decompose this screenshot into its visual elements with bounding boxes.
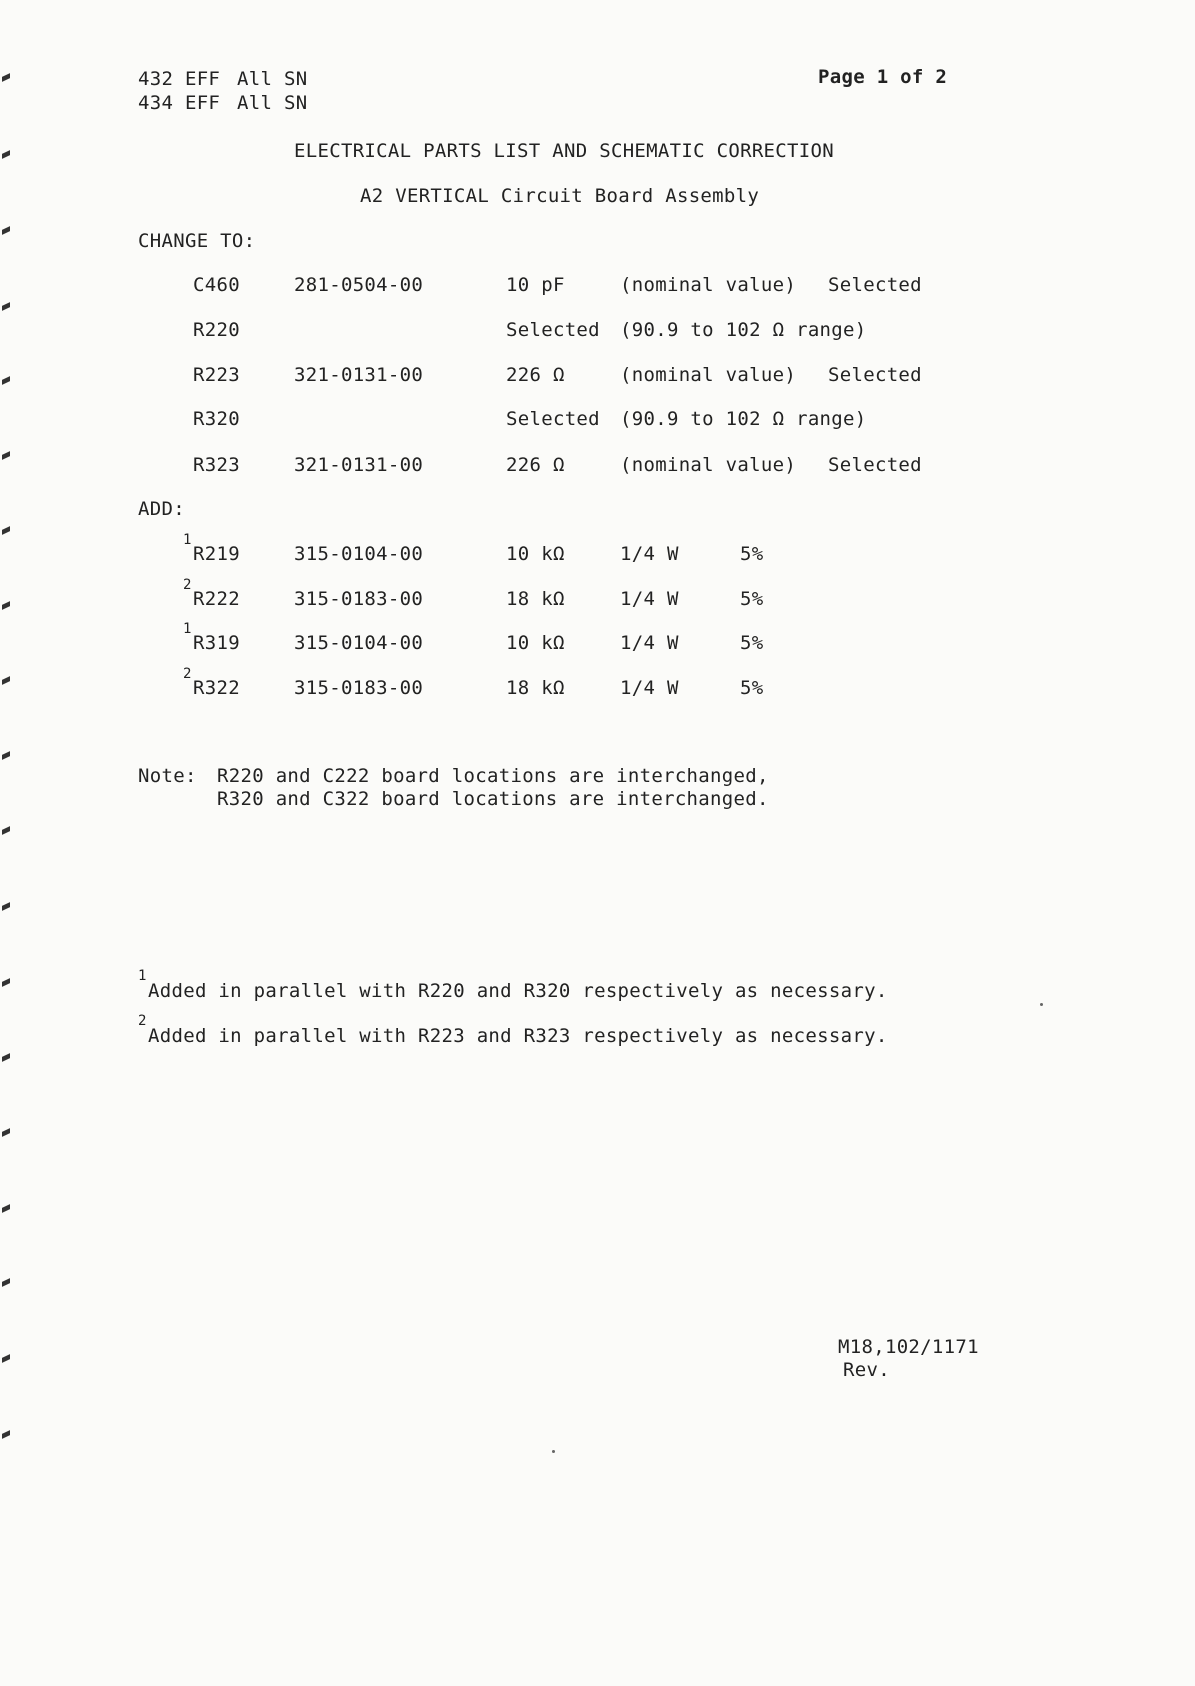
footnote-1: Added in parallel with R220 and R320 respectively as necessary.: [148, 980, 888, 1002]
part-power: 1/4 W: [620, 588, 679, 610]
part-tolerance: 5%: [740, 677, 764, 699]
scan-edge-mark: [2, 601, 10, 610]
part-power: 1/4 W: [620, 632, 679, 654]
part-number: 321-0131-00: [294, 364, 424, 386]
part-value: 10 kΩ: [506, 543, 565, 565]
scan-edge-mark: [2, 751, 10, 760]
footnote-2: Added in parallel with R223 and R323 respectively as necessary.: [148, 1025, 888, 1047]
part-note: Selected: [828, 274, 922, 296]
part-ref: R319: [193, 632, 240, 654]
part-note: Selected: [828, 454, 922, 476]
scan-edge-mark: [2, 376, 10, 385]
header-model-2: 434 EFF: [138, 92, 221, 114]
part-description: (nominal value): [620, 364, 797, 386]
part-number: 315-0183-00: [294, 677, 424, 699]
scan-edge-mark: [2, 826, 10, 835]
part-description: (90.9 to 102 Ω range): [620, 408, 867, 430]
part-number: 315-0183-00: [294, 588, 424, 610]
footnote-marker: 2: [183, 666, 192, 682]
part-tolerance: 5%: [740, 632, 764, 654]
header-model-1: 432 EFF: [138, 68, 221, 90]
part-value: 226 Ω: [506, 364, 565, 386]
scan-edge-mark: [2, 1430, 10, 1439]
scan-speck: [1040, 1003, 1043, 1006]
footnote-marker: 1: [183, 621, 192, 637]
revision-label: Rev.: [843, 1359, 890, 1381]
scan-edge-mark: [2, 150, 10, 159]
part-value: 18 kΩ: [506, 588, 565, 610]
document-title: ELECTRICAL PARTS LIST AND SCHEMATIC CORRECTION: [294, 140, 834, 162]
scan-edge-mark: [2, 978, 10, 987]
part-ref: R323: [193, 454, 240, 476]
scan-edge-mark: [2, 226, 10, 235]
scan-edge-mark: [2, 1204, 10, 1213]
part-ref: R322: [193, 677, 240, 699]
part-number: 321-0131-00: [294, 454, 424, 476]
part-ref: R219: [193, 543, 240, 565]
document-number: M18,102/1171: [838, 1336, 979, 1358]
part-number: 315-0104-00: [294, 632, 424, 654]
part-ref: R223: [193, 364, 240, 386]
add-label: ADD:: [138, 498, 185, 520]
part-tolerance: 5%: [740, 588, 764, 610]
scan-edge-mark: [2, 526, 10, 535]
document-subtitle: A2 VERTICAL Circuit Board Assembly: [360, 185, 760, 207]
part-power: 1/4 W: [620, 677, 679, 699]
page-number: Page 1 of 2: [818, 66, 948, 88]
part-description: (90.9 to 102 Ω range): [620, 319, 867, 341]
footnote-mark-2: 2: [138, 1013, 147, 1029]
scan-speck: [552, 1450, 555, 1453]
part-value: Selected: [506, 319, 600, 341]
part-ref: R320: [193, 408, 240, 430]
footnote-marker: 2: [183, 577, 192, 593]
scan-edge-mark: [2, 73, 10, 82]
part-ref: R220: [193, 319, 240, 341]
scan-edge-mark: [2, 676, 10, 685]
footnote-mark-1: 1: [138, 968, 147, 984]
scan-edge-mark: [2, 1128, 10, 1137]
scan-edge-mark: [2, 1354, 10, 1363]
note-line-2: R320 and C322 board locations are interchanged.: [217, 788, 769, 810]
part-value: 10 pF: [506, 274, 565, 296]
scan-edge-mark: [2, 302, 10, 311]
part-value: 226 Ω: [506, 454, 565, 476]
note-line-1: R220 and C222 board locations are interchanged,: [217, 765, 769, 787]
part-value: 10 kΩ: [506, 632, 565, 654]
part-tolerance: 5%: [740, 543, 764, 565]
scan-edge-mark: [2, 451, 10, 460]
part-number: 315-0104-00: [294, 543, 424, 565]
part-ref: C460: [193, 274, 240, 296]
part-value: Selected: [506, 408, 600, 430]
note-label: Note:: [138, 765, 197, 787]
part-power: 1/4 W: [620, 543, 679, 565]
part-note: Selected: [828, 364, 922, 386]
scan-edge-mark: [2, 1278, 10, 1287]
part-number: 281-0504-00: [294, 274, 424, 296]
part-description: (nominal value): [620, 454, 797, 476]
header-serial-1: All SN: [237, 68, 308, 90]
scan-edge-mark: [2, 1053, 10, 1062]
scan-edge-mark: [2, 902, 10, 911]
footnote-marker: 1: [183, 532, 192, 548]
header-serial-2: All SN: [237, 92, 308, 114]
change-to-label: CHANGE TO:: [138, 230, 256, 252]
part-value: 18 kΩ: [506, 677, 565, 699]
part-ref: R222: [193, 588, 240, 610]
part-description: (nominal value): [620, 274, 797, 296]
